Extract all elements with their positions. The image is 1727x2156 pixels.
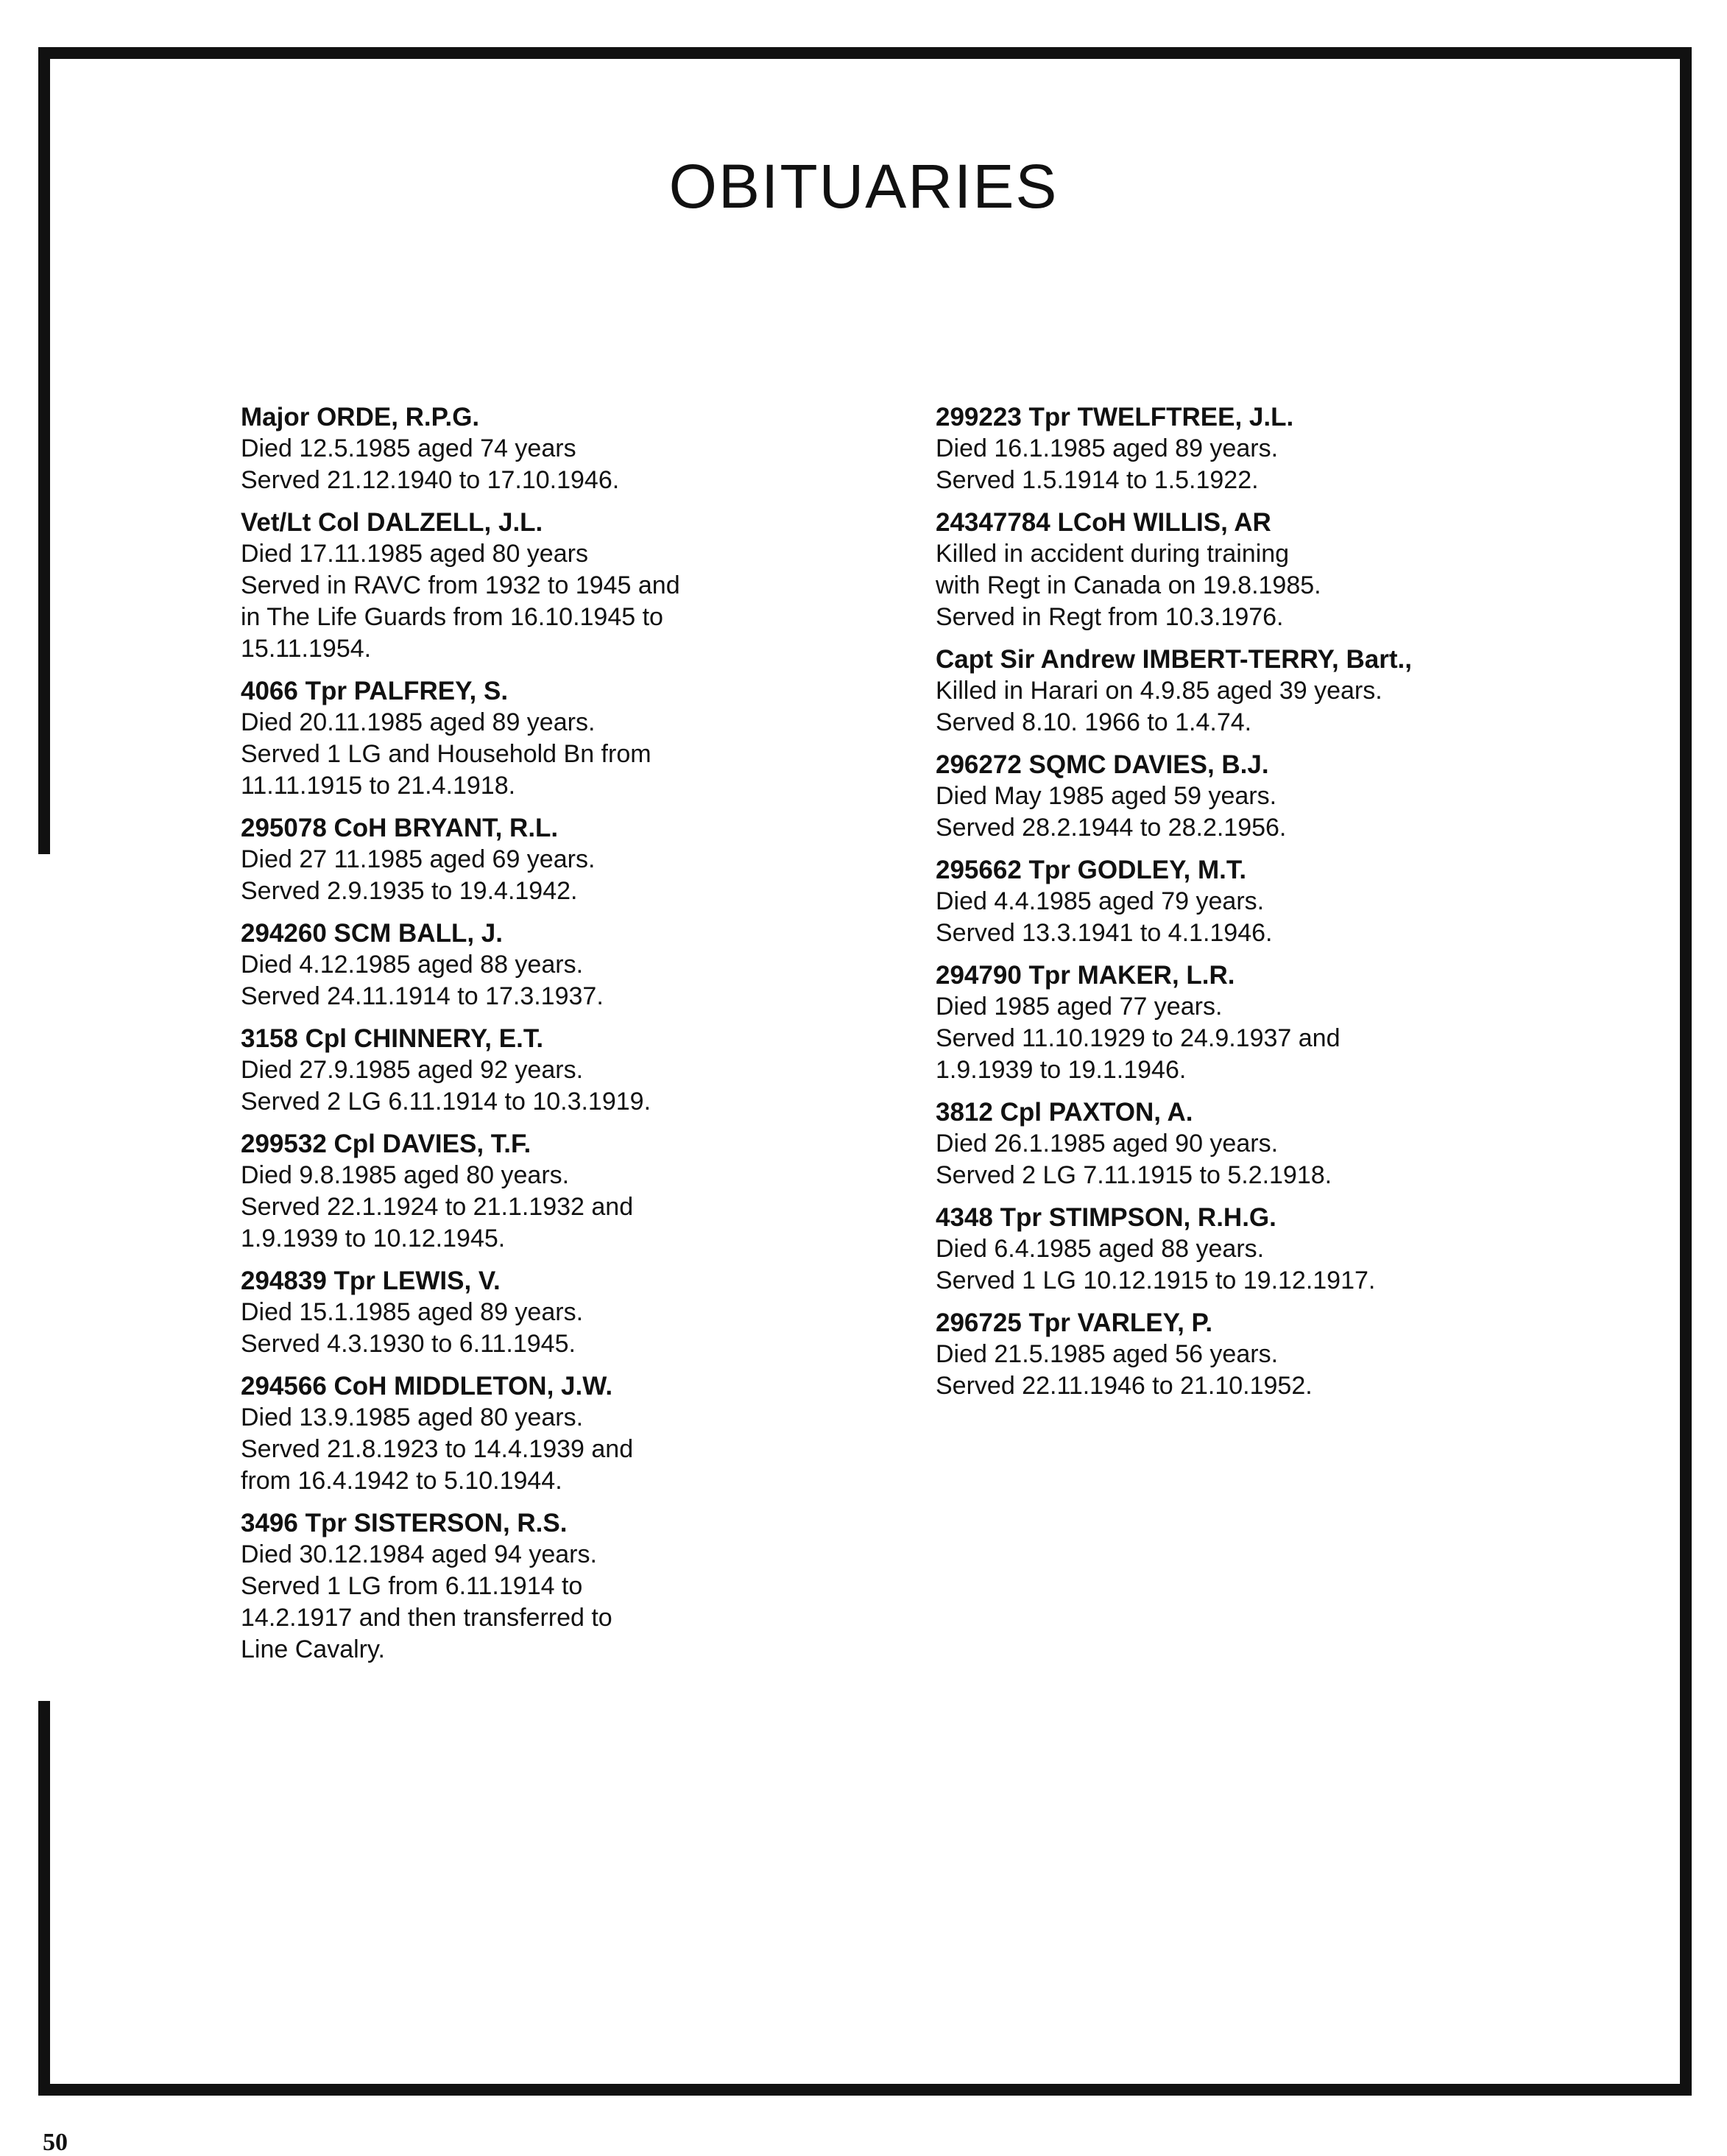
obituary-detail-line: Served 11.10.1929 to 24.9.1937 and <box>936 1024 1341 1052</box>
obituary-detail-line: 1.9.1939 to 10.12.1945. <box>241 1225 506 1253</box>
obituary-detail-line: Died 26.1.1985 aged 90 years. <box>936 1130 1279 1158</box>
obituary-entry <box>936 644 1672 739</box>
obituary-entry <box>241 1128 977 1255</box>
obituary-detail-line: Served 1 LG from 6.11.1914 to <box>241 1572 583 1600</box>
obituary-entry <box>241 917 977 1012</box>
obituary-entry <box>241 1023 977 1118</box>
obituary-name: Capt Sir Andrew IMBERT-TERRY, Bart., <box>936 645 1412 674</box>
obituary-name: 4348 Tpr STIMPSON, R.H.G. <box>936 1203 1276 1232</box>
obituary-name: 295078 CoH BRYANT, R.L. <box>241 814 559 842</box>
obituary-detail-line: Served 28.2.1944 to 28.2.1956. <box>936 814 1287 842</box>
obituary-entry <box>936 1307 1672 1402</box>
obituary-detail-line: Died 4.4.1985 aged 79 years. <box>936 887 1265 915</box>
obituary-entry <box>241 675 977 802</box>
obituary-entry <box>936 1202 1672 1297</box>
obituary-detail-line: Served in RAVC from 1932 to 1945 and <box>241 571 680 599</box>
obituary-name: 294790 Tpr MAKER, L.R. <box>936 961 1235 990</box>
obituary-detail-line: in The Life Guards from 16.10.1945 to <box>241 603 663 631</box>
obituaries-left-column <box>241 401 977 1676</box>
obituary-entry <box>241 1370 977 1497</box>
obituary-name: 294566 CoH MIDDLETON, J.W. <box>241 1372 613 1401</box>
obituary-name: Major ORDE, R.P.G. <box>241 403 480 431</box>
obituary-name: 3158 Cpl CHINNERY, E.T. <box>241 1024 544 1053</box>
obituary-detail-line: Died 13.9.1985 aged 80 years. <box>241 1403 584 1431</box>
obituary-entry <box>241 1265 977 1360</box>
obituary-detail-line: Died 4.12.1985 aged 88 years. <box>241 951 584 979</box>
obituary-detail-line: Served 2.9.1935 to 19.4.1942. <box>241 877 578 905</box>
obituary-detail-line: Died 30.12.1984 aged 94 years. <box>241 1540 597 1568</box>
obituary-entry <box>241 507 977 665</box>
obituary-detail-line: Served 1 LG and Household Bn from <box>241 740 651 768</box>
obituary-name: 4066 Tpr PALFREY, S. <box>241 677 509 705</box>
obituary-detail-line: Served 2 LG 7.11.1915 to 5.2.1918. <box>936 1161 1332 1189</box>
obituary-detail-line: Served 22.1.1924 to 21.1.1932 and <box>241 1193 634 1221</box>
obituary-detail-line: Served 8.10. 1966 to 1.4.74. <box>936 708 1252 736</box>
obituary-entry <box>936 507 1672 633</box>
obituary-entry <box>936 749 1672 844</box>
obituary-name: 294839 Tpr LEWIS, V. <box>241 1267 501 1295</box>
obituary-detail-line: Died 27 11.1985 aged 69 years. <box>241 845 596 873</box>
obituary-detail-line: from 16.4.1942 to 5.10.1944. <box>241 1467 562 1495</box>
obituaries-right-column <box>936 401 1672 1412</box>
obituary-detail-line: Died 9.8.1985 aged 80 years. <box>241 1161 570 1189</box>
obituary-detail-line: Line Cavalry. <box>241 1635 385 1663</box>
obituary-entry <box>241 401 977 496</box>
obituary-detail-line: with Regt in Canada on 19.8.1985. <box>936 571 1321 599</box>
obituary-entry <box>241 812 977 907</box>
obituary-detail-line: Died 27.9.1985 aged 92 years. <box>241 1056 584 1084</box>
obituary-detail-line: Killed in accident during training <box>936 540 1290 568</box>
obituary-detail-line: Killed in Harari on 4.9.85 aged 39 years. <box>936 677 1382 705</box>
obituary-detail-line: Died 15.1.1985 aged 89 years. <box>241 1298 584 1326</box>
obituary-detail-line: Died 17.11.1985 aged 80 years <box>241 540 588 568</box>
obituary-name: 299223 Tpr TWELFTREE, J.L. <box>936 403 1294 431</box>
obituary-name: Vet/Lt Col DALZELL, J.L. <box>241 508 543 537</box>
obituary-entry <box>241 1507 977 1666</box>
obituary-name: 296272 SQMC DAVIES, B.J. <box>936 750 1269 779</box>
obituary-detail-line: Died 16.1.1985 aged 89 years. <box>936 434 1279 462</box>
page-title: OBITUARIES <box>668 152 1059 221</box>
obituary-name: 296725 Tpr VARLEY, P. <box>936 1308 1213 1337</box>
obituary-name: 3812 Cpl PAXTON, A. <box>936 1098 1193 1127</box>
border-gap <box>34 854 54 1701</box>
obituary-detail-line: Died 20.11.1985 aged 89 years. <box>241 708 596 736</box>
obituary-detail-line: Served 1 LG 10.12.1915 to 19.12.1917. <box>936 1267 1376 1294</box>
obituary-name: 294260 SCM BALL, J. <box>241 919 503 948</box>
obituary-detail-line: Served 22.11.1946 to 21.10.1952. <box>936 1372 1313 1400</box>
obituary-entry <box>936 959 1672 1086</box>
obituary-entry <box>936 1096 1672 1191</box>
obituary-detail-line: Served 21.12.1940 to 17.10.1946. <box>241 466 620 494</box>
obituary-name: 3496 Tpr SISTERSON, R.S. <box>241 1509 568 1537</box>
obituary-detail-line: 15.11.1954. <box>241 635 372 663</box>
obituary-entry <box>936 401 1672 496</box>
obituary-detail-line: Served 24.11.1914 to 17.3.1937. <box>241 982 604 1010</box>
obituary-detail-line: Died May 1985 aged 59 years. <box>936 782 1277 810</box>
obituary-name: 295662 Tpr GODLEY, M.T. <box>936 856 1247 884</box>
obituary-detail-line: Served 1.5.1914 to 1.5.1922. <box>936 466 1259 494</box>
obituary-detail-line: 14.2.1917 and then transferred to <box>241 1604 612 1632</box>
obituary-detail-line: Died 1985 aged 77 years. <box>936 993 1223 1021</box>
obituary-detail-line: Died 21.5.1985 aged 56 years. <box>936 1340 1279 1368</box>
obituary-detail-line: 11.11.1915 to 21.4.1918. <box>241 772 516 800</box>
obituary-detail-line: 1.9.1939 to 19.1.1946. <box>936 1056 1187 1084</box>
obituary-detail-line: Served 2 LG 6.11.1914 to 10.3.1919. <box>241 1088 651 1116</box>
obituary-detail-line: Died 12.5.1985 aged 74 years <box>241 434 576 462</box>
obituary-detail-line: Served 4.3.1930 to 6.11.1945. <box>241 1330 576 1358</box>
obituary-detail-line: Served in Regt from 10.3.1976. <box>936 603 1284 631</box>
obituary-name: 24347784 LCoH WILLIS, AR <box>936 508 1271 537</box>
obituary-detail-line: Served 13.3.1941 to 4.1.1946. <box>936 919 1273 947</box>
page-number: 50 <box>43 2129 68 2156</box>
obituary-name: 299532 Cpl DAVIES, T.F. <box>241 1130 531 1158</box>
obituary-entry <box>936 854 1672 949</box>
obituary-detail-line: Served 21.8.1923 to 14.4.1939 and <box>241 1435 634 1463</box>
obituary-detail-line: Died 6.4.1985 aged 88 years. <box>936 1235 1265 1263</box>
